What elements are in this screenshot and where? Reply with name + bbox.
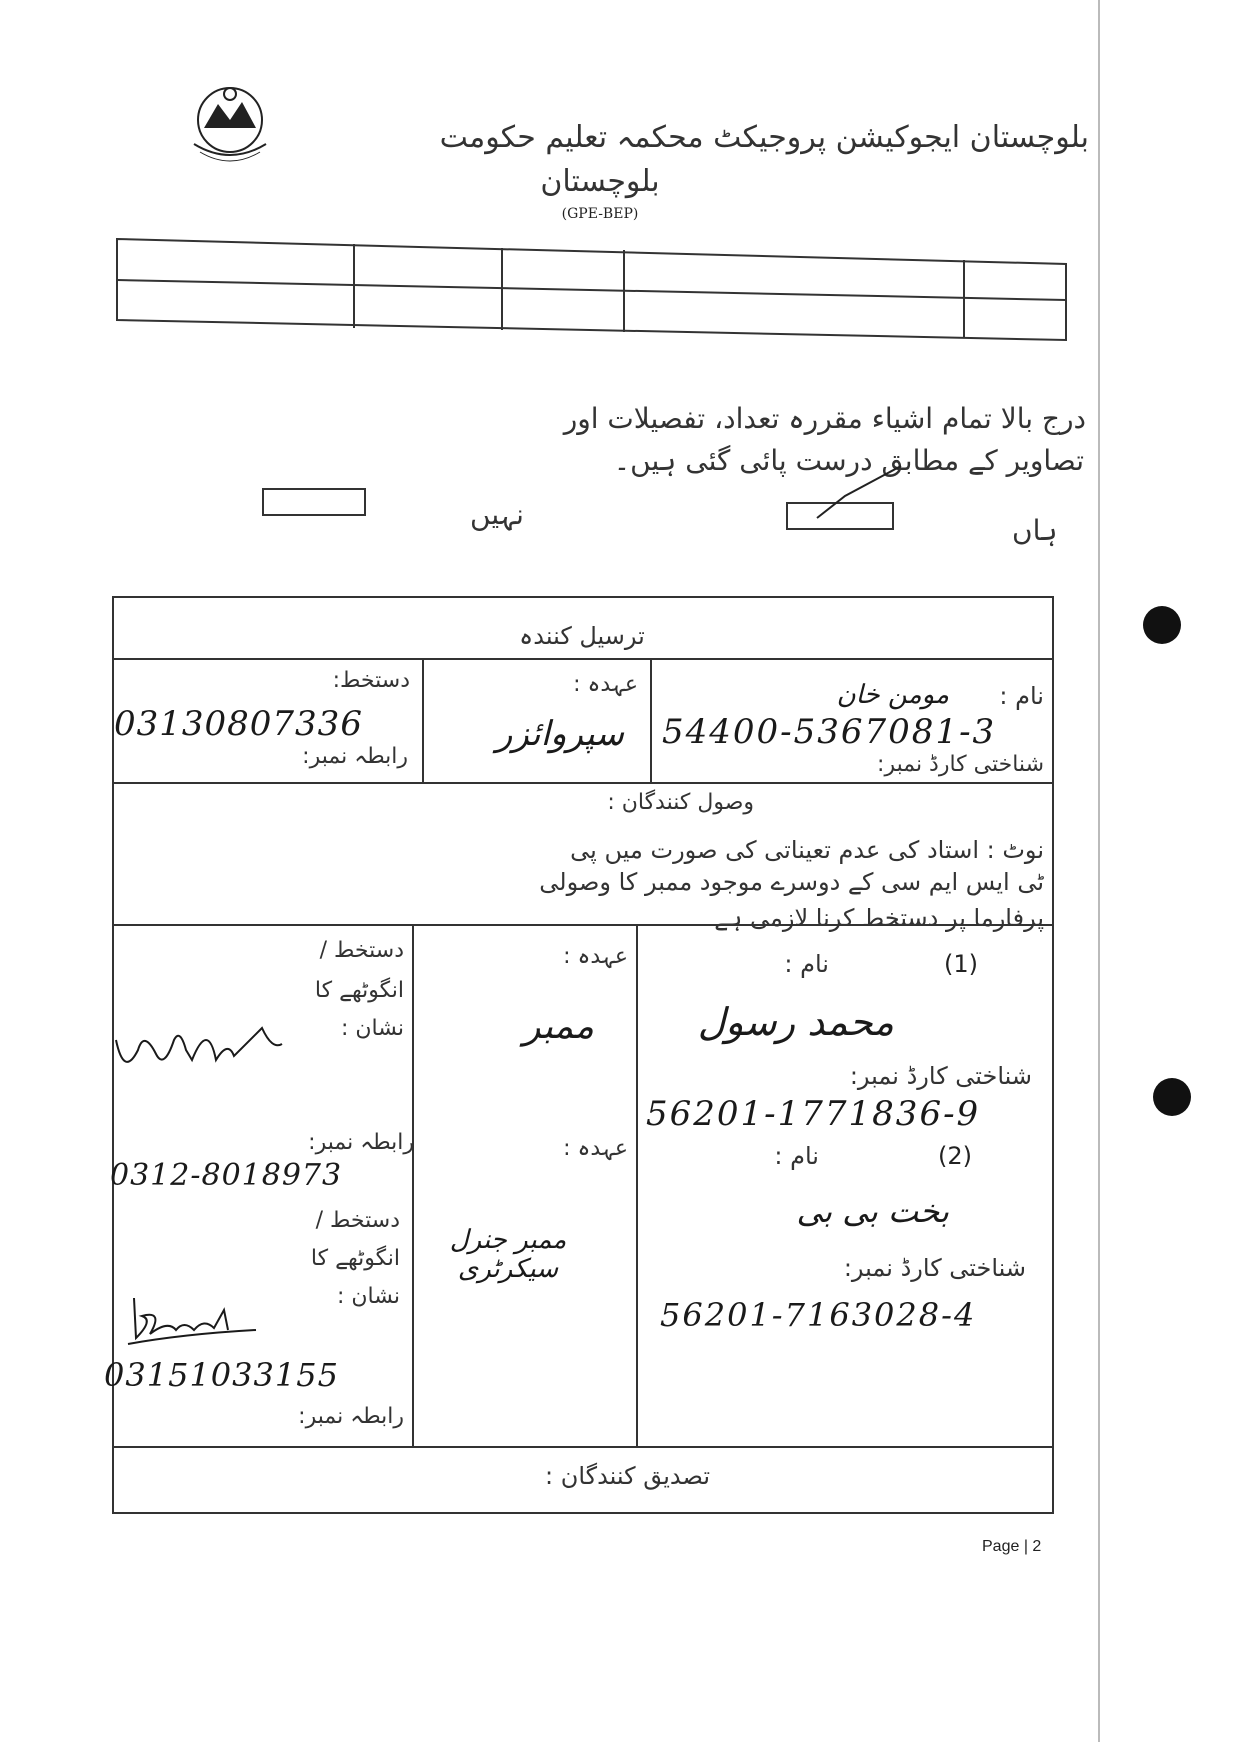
receiver1-name-value: محمد رسول xyxy=(697,1000,894,1044)
col-divider xyxy=(636,924,638,1446)
sender-name-value: مومن خان xyxy=(836,680,949,710)
receiver1-signature-label-2: انگوٹھے کا xyxy=(314,978,404,1003)
receiver1-signature-image xyxy=(112,1010,292,1080)
receiver2-index: (2) xyxy=(938,1142,972,1170)
statement-line2: تصاویر کے مطابق درست پائی گئی ہیں۔ xyxy=(613,444,1084,477)
receivers-note-line3: پرفارما پر دستخط کرنا لازمی ہے۔ xyxy=(700,904,1044,932)
yes-label: ہاں xyxy=(1012,514,1058,547)
receiver2-signature-label-3: نشان : xyxy=(336,1284,400,1309)
receiver2-designation-value: ممبر جنرل سیکرٹری xyxy=(449,1225,567,1284)
receiver2-signature-image xyxy=(124,1290,274,1350)
receiver1-cnic-label: شناختی کارڈ نمبر: xyxy=(849,1062,1032,1090)
checkmark-icon xyxy=(815,462,905,524)
receiver2-contact-label: رابطہ نمبر: xyxy=(298,1404,404,1429)
receiver1-signature-label-3: نشان : xyxy=(340,1016,404,1041)
sender-cnic-value: 54400-5367081-3 xyxy=(662,712,997,752)
binder-hole xyxy=(1143,606,1181,644)
receiver1-cnic-value: 56201-1771836-9 xyxy=(646,1094,981,1134)
project-code: (GPE-BEP) xyxy=(561,206,639,222)
sender-cnic-label: شناختی کارڈ نمبر: xyxy=(877,752,1044,777)
receiver2-name-label: نام : xyxy=(774,1142,819,1170)
receivers-heading: وصول کنندگان : xyxy=(607,790,754,815)
binder-hole xyxy=(1153,1078,1191,1116)
page-fold-line xyxy=(1098,0,1100,1742)
receiver1-signature-label-1: دستخط / xyxy=(319,938,404,963)
receiver1-contact-value: 0312-8018973 xyxy=(110,1158,343,1193)
row-divider xyxy=(112,1446,1052,1448)
sender-signature-label: دستخط: xyxy=(332,668,410,693)
receiver2-contact-value: 03151033155 xyxy=(104,1356,339,1394)
receiver1-name-label: نام : xyxy=(784,950,829,978)
receiver2-cnic-value: 56201-7163028-4 xyxy=(660,1296,977,1334)
sender-designation-value: سپروائزر xyxy=(495,714,624,754)
receiver1-contact-label: رابطہ نمبر: xyxy=(308,1130,414,1155)
no-label: نہیں xyxy=(470,498,524,531)
header-title-line1: بلوچستان ایجوکیشن پروجیکٹ محکمہ تعلیم حکومت xyxy=(439,120,1089,155)
row-divider xyxy=(112,658,1052,660)
row-divider xyxy=(112,782,1052,784)
receiver1-index: (1) xyxy=(944,950,978,978)
col-divider xyxy=(412,924,414,1446)
receiver2-name-value: بخت بی بی xyxy=(796,1192,949,1230)
receiver1-designation-label: عہدہ : xyxy=(563,944,628,969)
page-number: Page | 2 xyxy=(982,1538,1042,1555)
sender-contact-label: رابطہ نمبر: xyxy=(302,744,408,769)
sender-contact-value: 03130807336 xyxy=(114,704,363,744)
verifiers-heading: تصدیق کنندگان : xyxy=(545,1462,710,1490)
receiver2-signature-label-2: انگوٹھے کا xyxy=(310,1246,400,1271)
receiver2-signature-label-1: دستخط / xyxy=(315,1208,400,1233)
statement-line1: درج بالا تمام اشیاء مقررہ تعداد، تفصیلات اور xyxy=(563,402,1086,435)
col-divider xyxy=(422,658,424,782)
header-title-line2: بلوچستان xyxy=(540,164,660,199)
receivers-note-line2: ٹی ایس ایم سی کے دوسرے موجود ممبر کا وصولی xyxy=(539,868,1044,896)
government-emblem-logo xyxy=(180,80,280,170)
sender-heading: ترسیل کنندہ xyxy=(519,622,645,650)
receivers-note-line1: نوٹ : استاد کی عدم تعیناتی کی صورت میں پی xyxy=(570,836,1044,864)
sender-designation-label: عہدہ : xyxy=(573,672,638,697)
sender-name-label: نام : xyxy=(999,682,1044,710)
items-table xyxy=(116,238,1068,342)
no-checkbox[interactable] xyxy=(262,488,366,516)
col-divider xyxy=(650,658,652,782)
receiver2-designation-label: عہدہ : xyxy=(563,1136,628,1161)
receiver2-cnic-label: شناختی کارڈ نمبر: xyxy=(843,1254,1026,1282)
receiver1-designation-value: ممبر xyxy=(523,1006,594,1047)
